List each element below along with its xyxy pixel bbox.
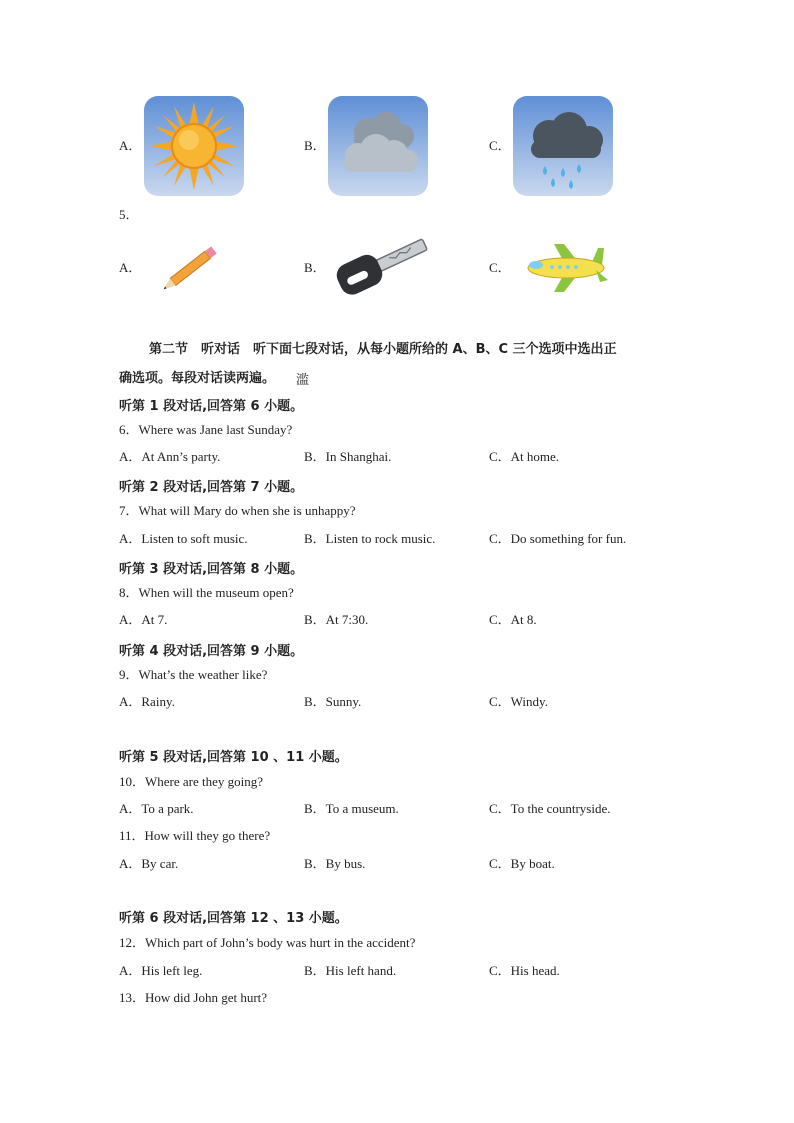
sun-icon	[144, 96, 244, 196]
option-a[interactable]: A．At Ann’s party.	[119, 449, 221, 464]
question-text: 7．What will Mary do when she is unhappy?	[119, 503, 356, 518]
option-c[interactable]: C．By boat.	[489, 856, 555, 871]
dialog-intro: 听第 2 段对话,回答第 7 小题。	[119, 480, 304, 495]
question-text: 9．What’s the weather like?	[119, 667, 268, 682]
section-heading-line1: 第二节 听对话 听下面七段对话，从每小题所给的 A、B、C 三个选项中选出正	[149, 342, 617, 357]
option-b[interactable]: B．By bus.	[304, 856, 366, 871]
rain-icon	[513, 96, 613, 196]
option-a[interactable]: A．At 7.	[119, 612, 168, 627]
option-b[interactable]: B．In Shanghai.	[304, 449, 392, 464]
question-text: 12．Which part of John’s body was hurt in the accident?	[119, 935, 416, 950]
option-a[interactable]: A．To a park.	[119, 801, 194, 816]
option-b[interactable]: B．Sunny.	[304, 694, 362, 709]
dialog-intro: 听第 5 段对话,回答第 10 、11 小题。	[119, 750, 348, 765]
question-text: 13．How did John get hurt?	[119, 990, 268, 1005]
dialog-intro: 听第 6 段对话,回答第 12 、13 小题。	[119, 911, 348, 926]
option-c[interactable]: C．At 8.	[489, 612, 537, 627]
dialog-intro: 听第 1 段对话,回答第 6 小题。	[119, 399, 304, 414]
option-a[interactable]: A．Rainy.	[119, 694, 175, 709]
question-text: 6．Where was Jane last Sunday?	[119, 422, 293, 437]
question-text: 8．When will the museum open?	[119, 585, 294, 600]
option-b[interactable]: B．Listen to rock music.	[304, 531, 436, 546]
q5-option-a-label: A．	[119, 260, 142, 275]
option-a[interactable]: A．By car.	[119, 856, 179, 871]
cloudy-icon	[328, 96, 428, 196]
stray-char: 滥	[296, 373, 310, 388]
question-text: 11．How will they go there?	[119, 828, 271, 843]
option-c[interactable]: C．Do something for fun.	[489, 531, 627, 546]
question-text: 10．Where are they going?	[119, 774, 264, 789]
key-icon	[332, 234, 434, 298]
pencil-icon	[150, 240, 230, 296]
q5-option-b-label: B．	[304, 260, 326, 275]
option-c[interactable]: C．His head.	[489, 963, 560, 978]
option-c[interactable]: C．At home.	[489, 449, 560, 464]
option-b[interactable]: B．To a museum.	[304, 801, 399, 816]
q5-number: 5．	[119, 207, 139, 222]
q4-option-a-label: A．	[119, 138, 142, 153]
q5-option-c-label: C．	[489, 260, 511, 275]
option-b[interactable]: B．His left hand.	[304, 963, 397, 978]
section-heading-line2: 确选项。每段对话读两遍。	[119, 371, 276, 386]
option-a[interactable]: A．Listen to soft music.	[119, 531, 248, 546]
dialog-intro: 听第 4 段对话,回答第 9 小题。	[119, 644, 304, 659]
dialog-intro: 听第 3 段对话,回答第 8 小题。	[119, 562, 304, 577]
airplane-icon	[524, 238, 608, 298]
option-c[interactable]: C．To the countryside.	[489, 801, 611, 816]
option-a[interactable]: A．His left leg.	[119, 963, 203, 978]
q4-option-c-label: C．	[489, 138, 511, 153]
option-c[interactable]: C．Windy.	[489, 694, 548, 709]
option-b[interactable]: B．At 7:30.	[304, 612, 369, 627]
q4-option-b-label: B．	[304, 138, 326, 153]
